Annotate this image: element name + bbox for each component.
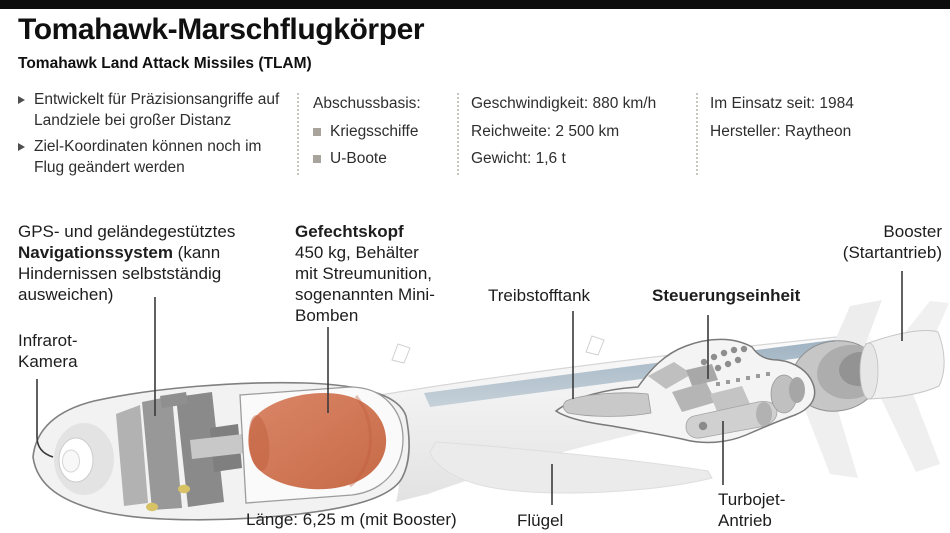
label-warhead [295, 221, 445, 326]
launch-text: Kriegsschiffe [330, 122, 419, 140]
fact-item [18, 90, 280, 131]
marking-dot [146, 503, 158, 511]
fact-item [18, 137, 280, 178]
arrow-bullet-icon [18, 96, 25, 104]
drive-shaft-inner [789, 377, 805, 403]
label-infrared-camera: Infrarot-Kamera [18, 331, 78, 371]
page-subtitle: Tomahawk Land Attack Missiles (TLAM) [18, 55, 312, 72]
label-warhead-title: Gefechtskopf [295, 222, 404, 241]
nose-cutaway [33, 383, 409, 520]
label-fuel-tank: Treibstofftank [488, 286, 591, 305]
warhead-shape [248, 393, 386, 489]
dotted-divider [457, 93, 459, 175]
launch-text: U-Boote [330, 150, 387, 167]
label-navigation-system [18, 221, 274, 305]
service-text: Im Einsatz seit: 1984 [710, 95, 854, 112]
top-bar [0, 0, 950, 9]
dotted-divider [297, 93, 299, 175]
wing-cover-tick [392, 344, 410, 363]
arrow-bullet-icon [18, 143, 25, 151]
label-warhead-desc: 450 kg, Behälter mit Streumunition, sogenannten Mini-Bomben [295, 243, 435, 325]
spec-text: Reichweite: 2 500 km [471, 122, 620, 140]
infrared-camera-rings [54, 423, 114, 495]
spec-text: Geschwindigkeit: 880 km/h [471, 95, 657, 112]
label-navigation-bold: Navigationssystem [18, 243, 173, 262]
fact-text: Entwickelt für Präzisionsangriffe auf Landziele bei großer Distanz [34, 91, 280, 129]
label-booster: Booster (Startantrieb) [842, 222, 942, 262]
tail-fin-lower-right [878, 386, 940, 472]
label-navigation-prefix: GPS- und geländegestütztes [18, 222, 236, 241]
tail-fin-lower-left [802, 402, 858, 478]
facts-service [710, 90, 854, 145]
launch-item [313, 118, 421, 146]
fact-text: Ziel-Koordinaten können noch im Flug geändert werden [34, 138, 262, 176]
launch-item [313, 145, 421, 173]
wing-cover-tick [586, 336, 604, 355]
spec-text: Gewicht: 1,6 t [471, 150, 566, 167]
label-wing: Flügel [517, 511, 564, 530]
page-title: Tomahawk-Marschflugkörper [18, 13, 425, 46]
launch-label: Abschussbasis: [313, 95, 421, 112]
service-text: Hersteller: Raytheon [710, 122, 852, 140]
label-steering-unit: Steuerungseinheit [652, 286, 801, 305]
facts-development [18, 90, 280, 184]
square-bullet-icon [313, 155, 321, 163]
square-bullet-icon [313, 128, 321, 136]
label-turbojet: Turbojet-Antrieb [718, 490, 786, 530]
dotted-divider [696, 93, 698, 175]
facts-launch-platforms [313, 90, 421, 173]
marking-dot [178, 485, 190, 493]
label-navigation-suffix: (kann Hindernissen selbstständig ausweichen) [18, 243, 222, 304]
label-length: Länge: 6,25 m (mit Booster) [246, 510, 457, 529]
facts-specs [471, 90, 656, 173]
